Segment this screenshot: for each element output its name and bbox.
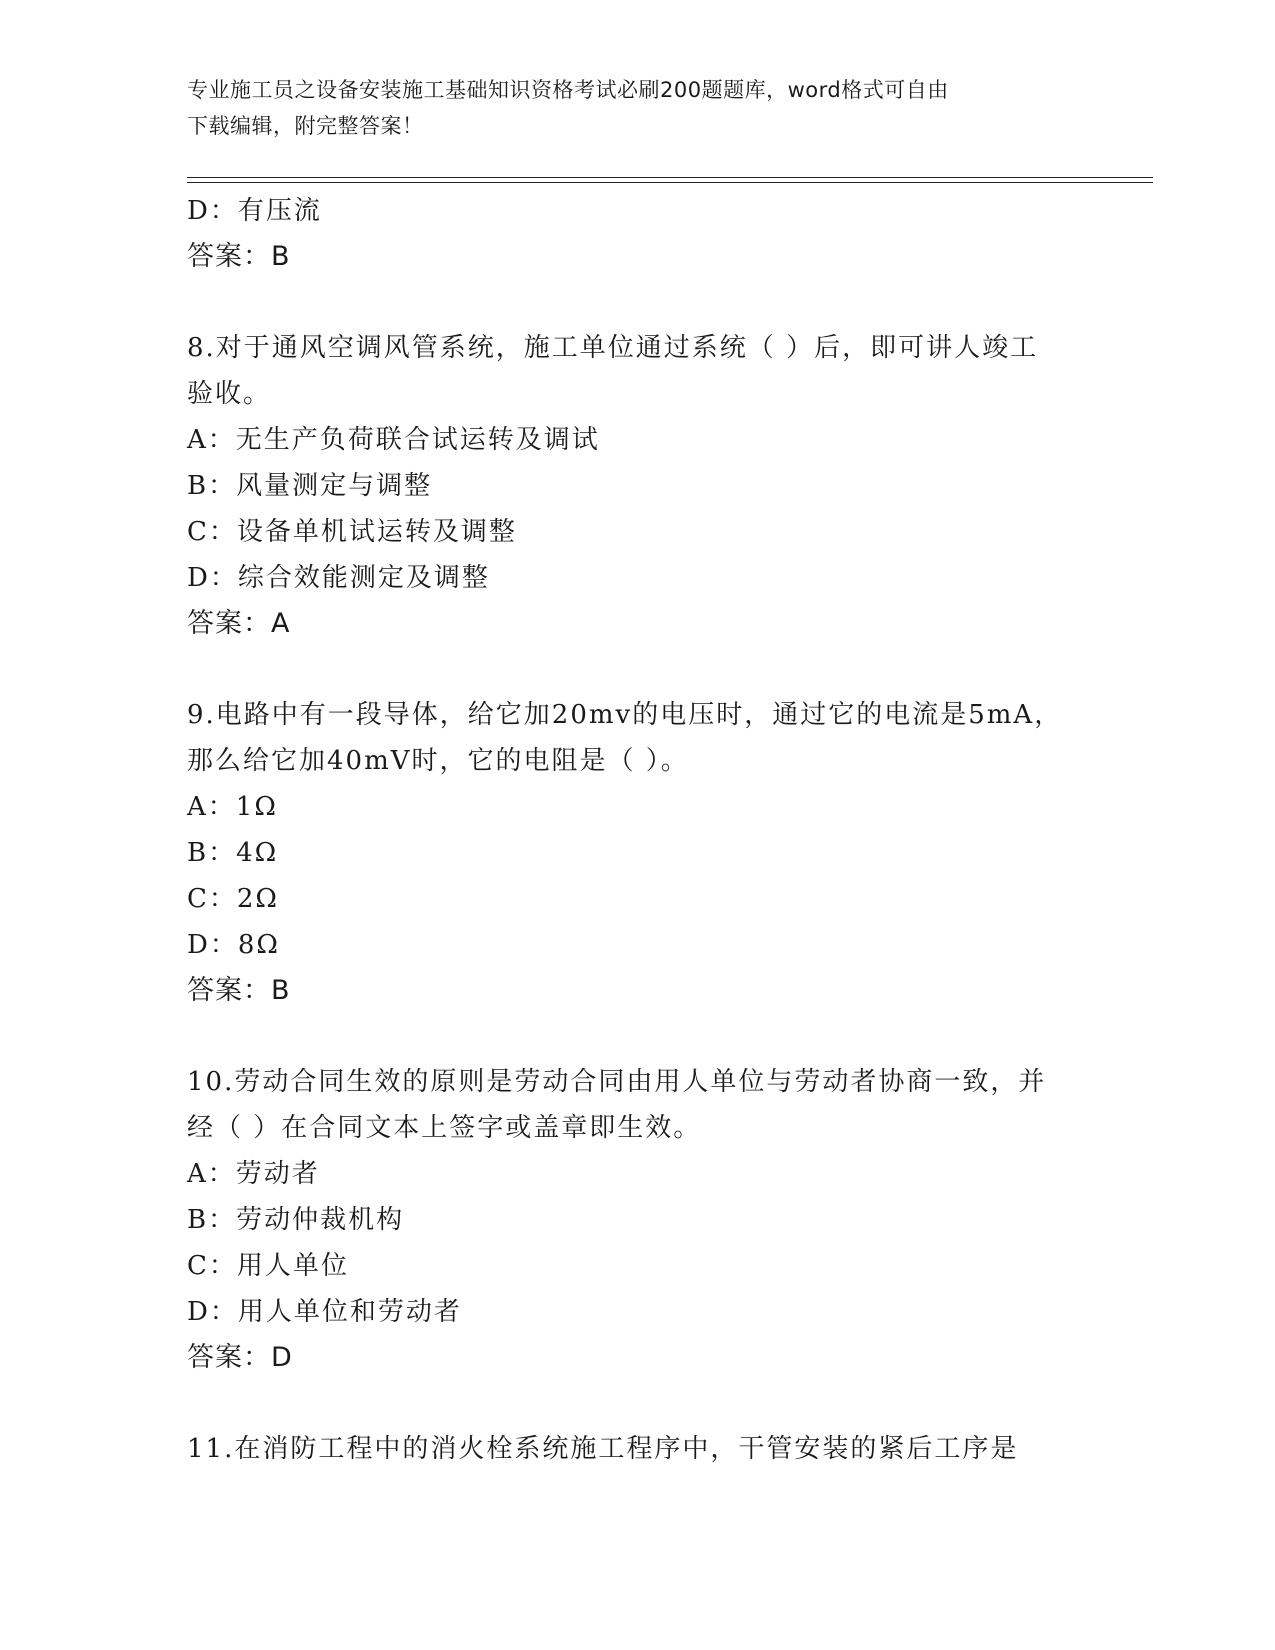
q10-answer: 答案：D [187, 1342, 293, 1373]
q10-option-a: A：劳动者 [187, 1159, 320, 1189]
q8-option-b: B：风量测定与调整 [187, 471, 433, 501]
prev-answer: 答案：B [187, 241, 291, 272]
q8-stem-line-2: 验收。 [187, 379, 272, 409]
prev-option-d: D：有压流 [187, 196, 322, 226]
q9-stem-line-2: 那么给它加40mV时，它的电阻是（ ）。 [187, 746, 689, 776]
header-line-1: 专业施工员之设备安装施工基础知识资格考试必刷200题题库，word格式可自由 [187, 78, 949, 102]
q10-option-b: B：劳动仲裁机构 [187, 1205, 405, 1235]
q9-option-b: B：4Ω [187, 838, 279, 868]
spacer [187, 1014, 1137, 1059]
q9-answer: 答案：B [187, 975, 291, 1006]
q11-stem-line-1: 11.在消防工程中的消火栓系统施工程序中，干管安装的紧后工序是 [187, 1434, 1019, 1464]
q10-option-c: C：用人单位 [187, 1251, 349, 1281]
q9-option-d: D：8Ω [187, 930, 280, 960]
question-content [187, 188, 1137, 1472]
q9-option-c: C：2Ω [187, 884, 279, 914]
q10-option-d: D：用人单位和劳动者 [187, 1297, 462, 1327]
spacer [187, 647, 1137, 692]
q8-option-a: A：无生产负荷联合试运转及调试 [187, 425, 600, 455]
spacer [187, 1381, 1137, 1426]
q8-option-d: D：综合效能测定及调整 [187, 563, 490, 593]
q8-option-c: C：设备单机试运转及调整 [187, 517, 517, 547]
q10-stem-line-2: 经（ ）在合同文本上签字或盖章即生效。 [187, 1113, 702, 1143]
document-header [187, 72, 1067, 144]
spacer [187, 280, 1137, 325]
header-rule-bottom [187, 182, 1153, 183]
q8-answer: 答案：A [187, 608, 291, 639]
q8-stem-line-1: 8.对于通风空调风管系统，施工单位通过系统（ ）后，即可讲人竣工 [187, 333, 1039, 363]
header-rule-top [187, 177, 1153, 178]
q9-stem-line-1: 9.电路中有一段导体，给它加20mv的电压时，通过它的电流是5mA， [187, 700, 1063, 730]
q10-stem-line-1: 10.劳动合同生效的原则是劳动合同由用人单位与劳动者协商一致，并 [187, 1067, 1047, 1097]
header-line-2: 下载编辑，附完整答案！ [187, 114, 424, 138]
q9-option-a: A：1Ω [187, 792, 278, 822]
